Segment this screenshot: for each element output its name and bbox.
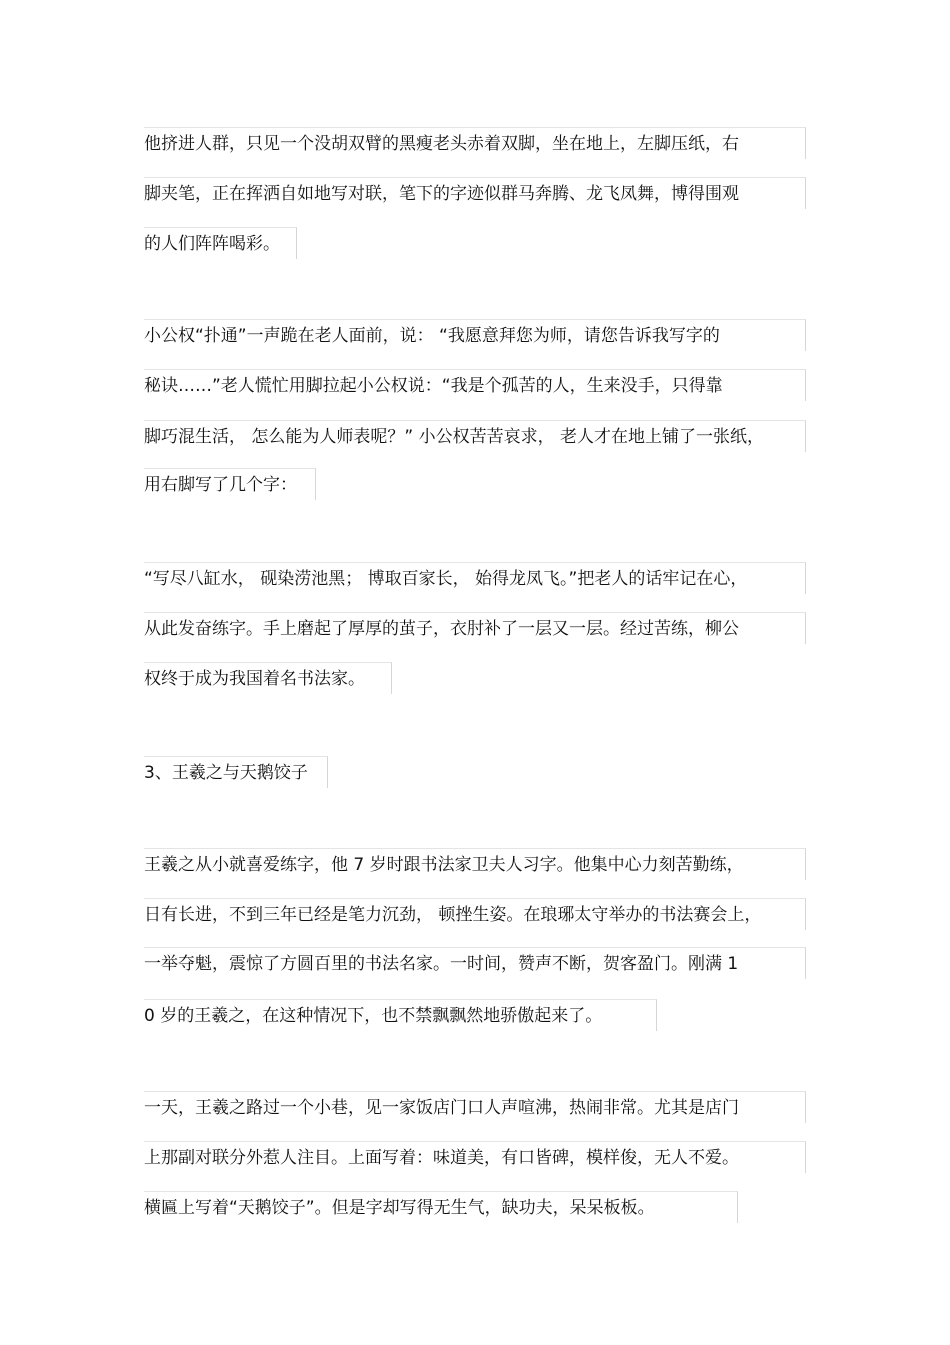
text-line: 秘诀……”老人慌忙用脚拉起小公权说：“我是个孤苦的人，生来没手，只得靠 [144, 369, 806, 401]
text-line: 一天，王羲之路过一个小巷，见一家饭店门口人声喧沸，热闹非常。尤其是店门 [144, 1091, 806, 1123]
text-line: 上那副对联分外惹人注目。上面写着：味道美，有口皆碑，模样俊，无人不爱。 [144, 1141, 806, 1173]
text-line: 小公权“扑通”一声跪在老人面前，说： “我愿意拜您为师，请您告诉我写字的 [144, 319, 806, 351]
text-line: 王羲之从小就喜爱练字，他 7 岁时跟书法家卫夫人习字。他集中心力刻苦勤练， [144, 848, 806, 880]
text-line: 权终于成为我国着名书法家。 [144, 662, 392, 694]
text-line: 从此发奋练字。手上磨起了厚厚的茧子，衣肘补了一层又一层。经过苦练，柳公 [144, 612, 806, 644]
text-line: 的人们阵阵喝彩。 [144, 227, 297, 259]
section-heading: 3、王羲之与天鹅饺子 [144, 756, 328, 788]
text-line: 日有长进，不到三年已经是笔力沉劲， 顿挫生姿。在琅琊太守举办的书法赛会上， [144, 898, 806, 930]
text-line: 用右脚写了几个字： [144, 468, 316, 500]
text-line: 一举夺魁，震惊了方圆百里的书法名家。一时间，赞声不断，贺客盈门。刚满 1 [144, 947, 806, 979]
text-line: 他挤进人群，只见一个没胡双臂的黑瘦老头赤着双脚，坐在地上，左脚压纸，右 [144, 127, 806, 159]
text-line: “写尽八缸水， 砚染涝池黑； 博取百家长， 始得龙凤飞。”把老人的话牢记在心， [144, 562, 806, 594]
text-line: 0 岁的王羲之，在这种情况下，也不禁飘飘然地骄傲起来了。 [144, 999, 657, 1031]
text-line: 脚夹笔，正在挥洒自如地写对联，笔下的字迹似群马奔腾、龙飞凤舞，博得围观 [144, 177, 806, 209]
text-line: 横匾上写着“天鹅饺子”。但是字却写得无生气，缺功夫，呆呆板板。 [144, 1191, 738, 1223]
text-line: 脚巧混生活， 怎么能为人师表呢？” 小公权苦苦哀求， 老人才在地上铺了一张纸， [144, 420, 806, 452]
